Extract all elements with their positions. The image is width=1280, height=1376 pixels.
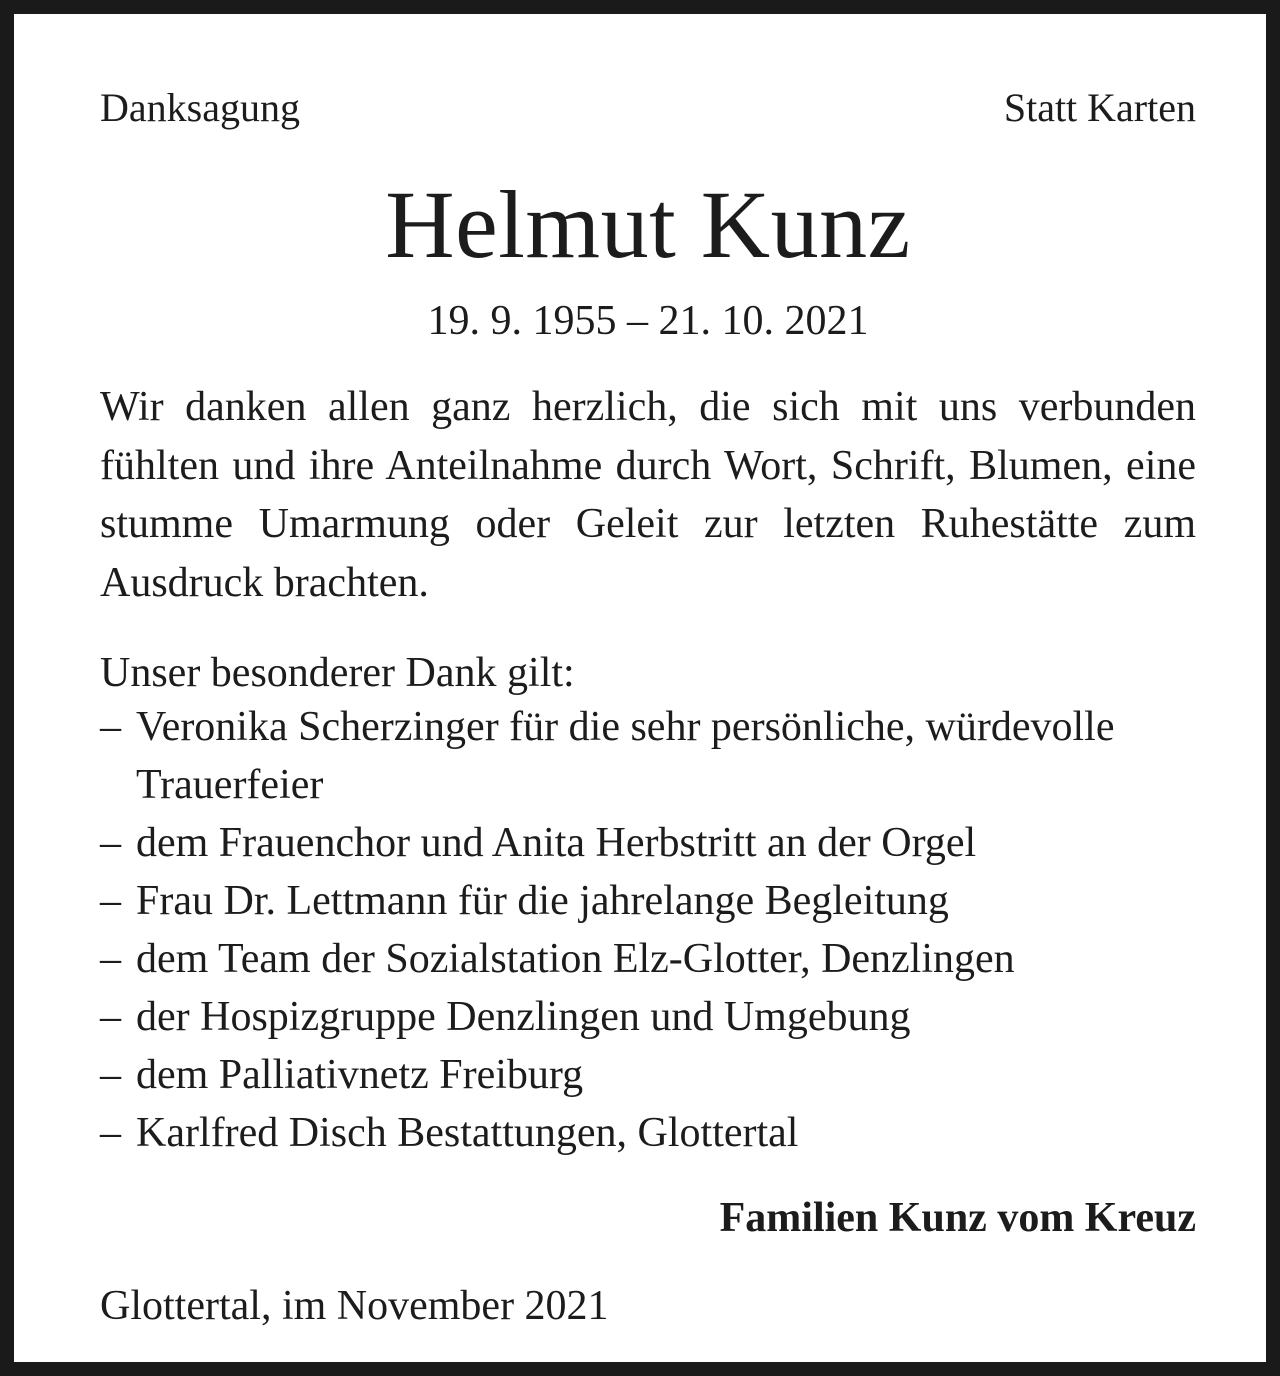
dash-bullet: – (100, 704, 121, 750)
list-item (100, 1046, 1196, 1104)
place-and-date: Glottertal, im November 2021 (100, 1283, 609, 1329)
family-signature: Familien Kunz vom Kreuz (719, 1195, 1196, 1241)
dash-bullet: – (100, 1110, 121, 1156)
special-thanks-heading: Unser besonderer Dank gilt: (100, 650, 575, 696)
dash-bullet: – (100, 994, 121, 1040)
dash-bullet: – (100, 1052, 121, 1098)
list-item (100, 814, 1196, 872)
list-item (100, 872, 1196, 930)
thank-you-paragraph: Wir danken allen ganz herzlich, die sich mit uns verbunden fühlten und ihre Anteilnahme durch Wort, Schrift, Blumen, eine stumme Umarmung oder Geleit zur letzten Ruhestätte zum Ausdruck brachten. (100, 384, 1196, 606)
deceased-name: Helmut Kunz (385, 171, 911, 278)
dash-bullet: – (100, 936, 121, 982)
header-thanks-label: Danksagung (100, 85, 300, 130)
list-item-text: Frau Dr. Lettmann für die jahrelange Begleitung (136, 878, 949, 924)
dash-bullet: – (100, 878, 121, 924)
list-item (100, 1104, 1196, 1162)
special-thanks-list (100, 698, 1196, 1162)
list-item-text: Karlfred Disch Bestattungen, Glottertal (136, 1110, 799, 1156)
list-item-text: dem Palliativnetz Freiburg (136, 1052, 584, 1098)
dash-bullet: – (100, 820, 121, 866)
list-item-text: dem Frauenchor und Anita Herbstritt an der Orgel (136, 820, 977, 866)
list-item (100, 988, 1196, 1046)
list-item (100, 698, 1196, 814)
list-item-text: dem Team der Sozialstation Elz-Glotter, Denzlingen (136, 936, 1015, 982)
header-instead-of-cards-label: Statt Karten (1003, 85, 1196, 130)
list-item-text: Veronika Scherzinger für die sehr persönliche, würdevolle Trauerfeier (136, 704, 1115, 808)
life-dates: 19. 9. 1955 – 21. 10. 2021 (427, 298, 869, 344)
header-row (100, 84, 1196, 132)
list-item-text: der Hospizgruppe Denzlingen und Umgebung (136, 994, 911, 1040)
list-item (100, 930, 1196, 988)
